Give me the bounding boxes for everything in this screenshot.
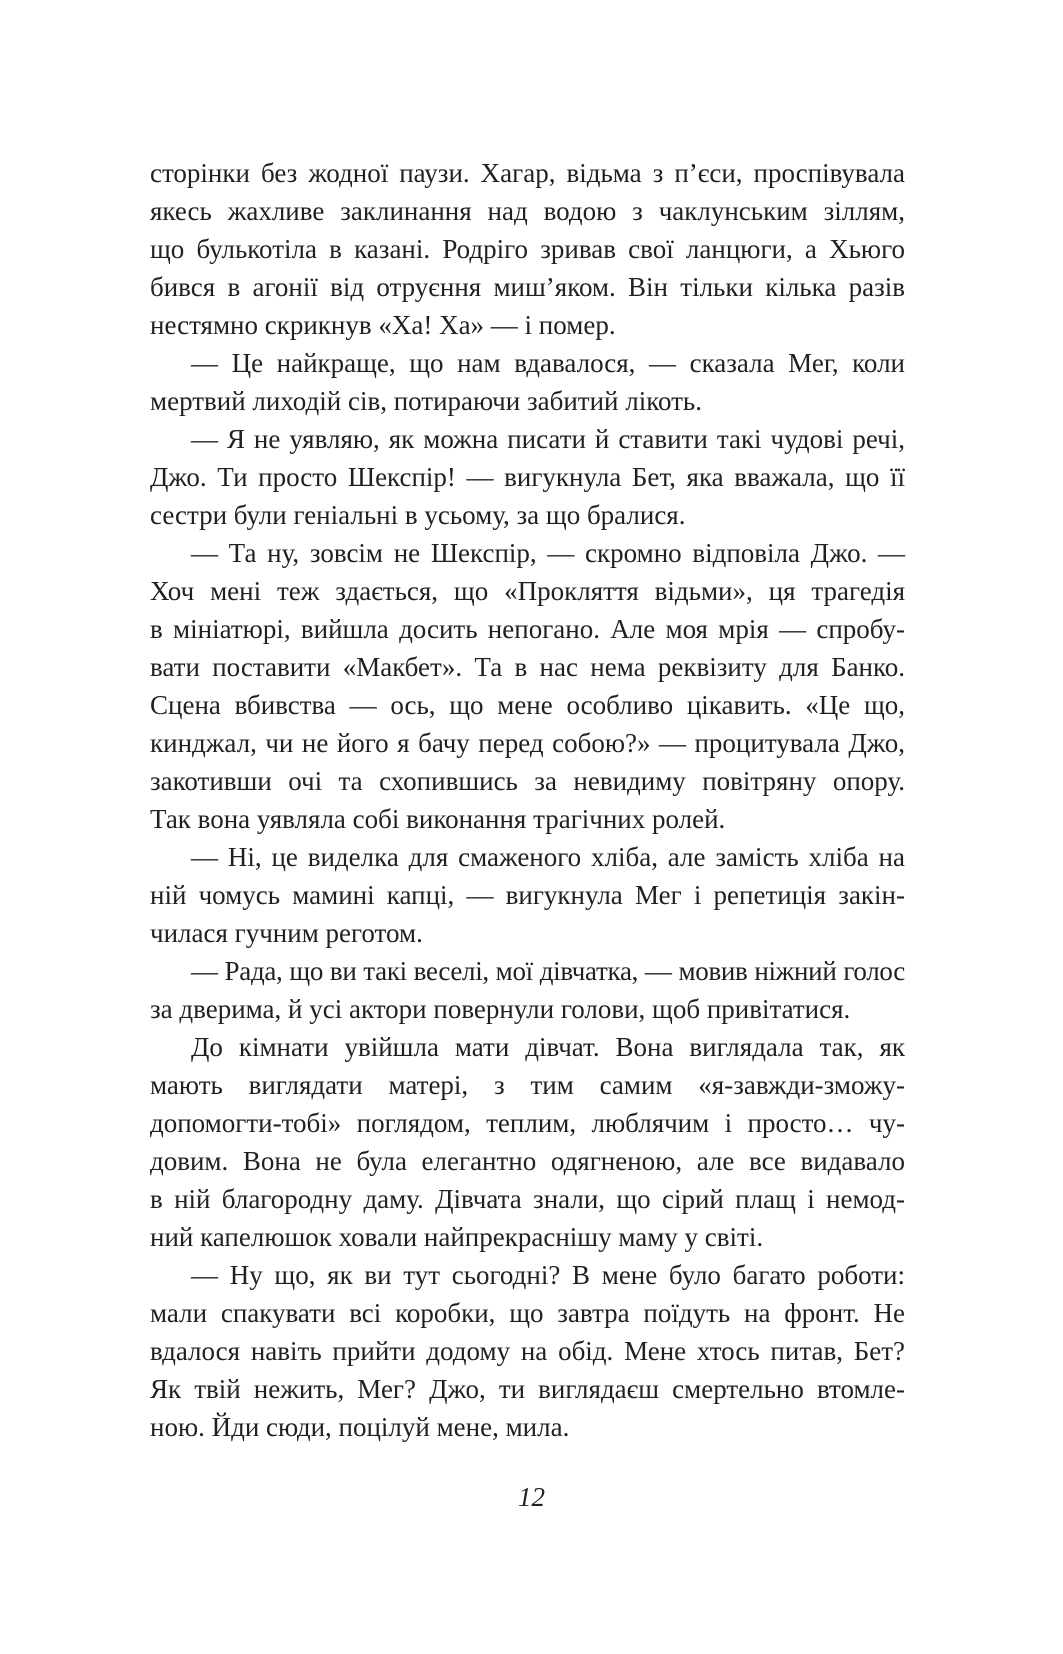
paragraph [150,952,905,1028]
paragraph [150,344,905,420]
text-line: кинджал, чи не його я бачу перед собою?» — процитувала Джо, [150,728,905,758]
text-line: сестри були геніальні в усьому, за що бралися. [150,500,686,530]
text-line: мали спакувати всі коробки, що завтра поїдуть на фронт. Не [150,1298,905,1328]
text-line: що булькотіла в казані. Родріго зривав свої ланцюги, а Хьюго [150,234,905,264]
text-line: Хоч мені теж здається, що «Прокляття відьми», ця трагедія [150,576,905,606]
paragraph [150,1028,905,1256]
text-line: закотивши очі та схопившись за невидиму повітряну опору. [150,766,905,796]
text-line: — Та ну, зовсім не Шекспір, — скромно відповіла Джо. — [191,538,905,568]
text-line: Як твій нежить, Мег? Джо, ти виглядаєш смертельно втомле- [150,1374,905,1404]
paragraph [150,534,905,838]
text-line: вдалося навіть прийти додому на обід. Мене хтось питав, Бет? [150,1336,905,1366]
text-line: — Ну що, як ви тут сьогодні? В мене було багато роботи: [191,1260,905,1290]
text-line: мертвий лиходій сів, потираючи забитий лікоть. [150,386,702,416]
text-line: сторінки без жодної паузи. Хагар, відьма з п’єси, проспівувала [150,158,905,188]
paragraph [150,1256,905,1446]
page-body-text [150,154,905,1446]
text-line: якесь жахливе заклинання над водою з чаклунським зіллям, [150,196,905,226]
text-line: за дверима, й усі актори повернули голови, щоб привітатися. [150,994,851,1024]
text-line: Так вона уявляла собі виконання трагічних ролей. [150,804,726,834]
text-line: До кімнати увійшла мати дівчат. Вона виглядала так, як [191,1032,905,1062]
text-line: — Ні, це виделка для смаженого хліба, але замість хліба на [191,842,905,872]
page-number: 12 [518,1482,545,1512]
text-line: ній чомусь мамині капці, — вигукнула Мег і репетиція закін- [150,880,905,910]
text-line: чилася гучним реготом. [150,918,423,948]
text-line: — Це найкраще, що нам вдавалося, — сказала Мег, коли [191,348,905,378]
paragraph [150,420,905,534]
text-line: Сцена вбивства — ось, що мене особливо цікавить. «Це що, [150,690,905,720]
text-line: мають виглядати матері, з тим самим «я-завжди-зможу- [150,1070,905,1100]
paragraph [150,154,905,344]
paragraph [150,838,905,952]
text-line: в ній благородну даму. Дівчата знали, що сірий плащ і немод- [150,1184,905,1214]
text-line: бився в агонії від отруєння миш’яком. Він тільки кілька разів [150,272,905,302]
text-line: допомогти-тобі» поглядом, теплим, люблячим і просто… чу- [150,1108,905,1138]
text-line: ною. Йди сюди, поцілуй мене, мила. [150,1412,570,1442]
text-line: в мініатюрі, вийшла досить непогано. Але моя мрія — спробу- [150,614,905,644]
text-line: ний капелюшок ховали найпрекраснішу маму у світі. [150,1222,764,1252]
text-line: вати поставити «Макбет». Та в нас нема реквізиту для Банко. [150,652,905,682]
text-line: нестямно скрикнув «Ха! Ха» — і помер. [150,310,616,340]
text-line: — Рада, що ви такі веселі, мої дівчатка, — мовив ніжний голос [191,956,905,986]
text-line: — Я не уявляю, як можна писати й ставити такі чудові речі, [191,424,905,454]
text-line: Джо. Ти просто Шекспір! — вигукнула Бет, яка вважала, що її [150,462,905,492]
text-line: довим. Вона не була елегантно одягненою, але все видавало [150,1146,905,1176]
